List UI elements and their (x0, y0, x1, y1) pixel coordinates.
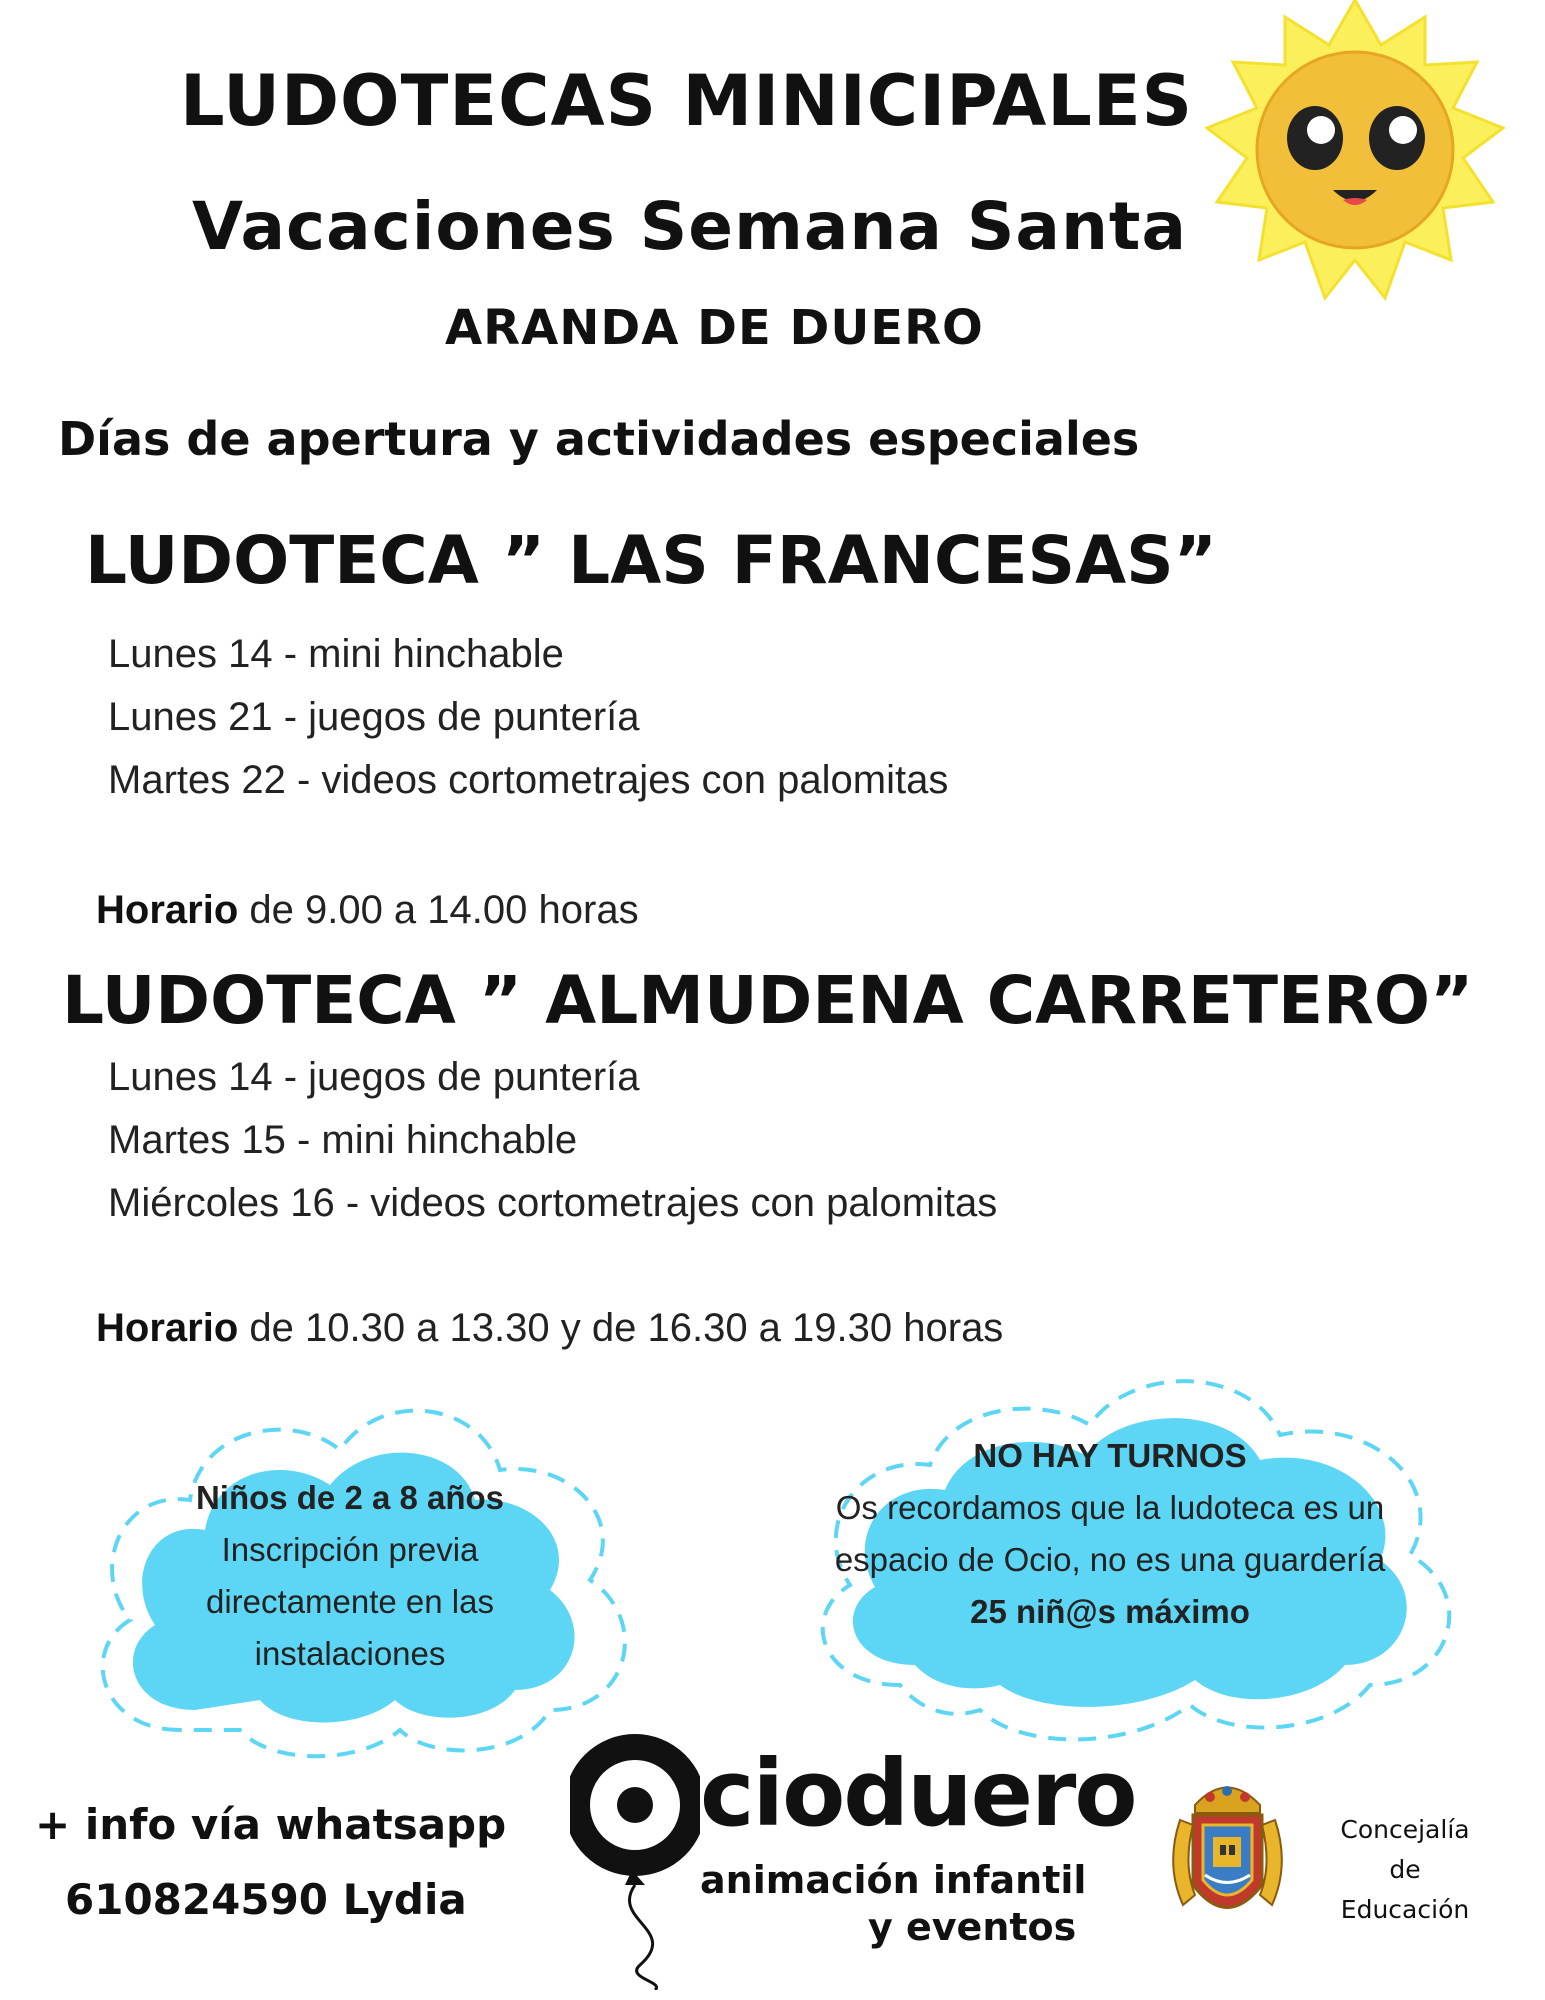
inscription-line: Inscripción previa (221, 1531, 479, 1568)
council-line: Concejalía (1340, 1815, 1470, 1844)
inscription-line: directamente en las (206, 1583, 494, 1620)
contact-whatsapp-line: + info vía whatsapp (35, 1800, 507, 1849)
age-range: Niños de 2 a 8 años (195, 1479, 505, 1516)
activity-item: Martes 22 - videos cortometrajes con palomitas (108, 758, 949, 802)
logo-brand-text: cioduero (700, 1740, 1136, 1847)
inscription-line: instalaciones (254, 1635, 446, 1672)
balloon-o-icon (570, 1720, 700, 1990)
reminder-line: espacio de Ocio, no es una guardería (834, 1541, 1386, 1578)
page-subtitle: Vacaciones Semana Santa (192, 188, 1188, 265)
schedule-label: Horario (96, 888, 239, 932)
cloud-left-text (160, 1472, 540, 1680)
contact-phone-line: 610824590 Lydia (65, 1875, 467, 1924)
sun-icon (1205, 0, 1505, 305)
activity-item: Martes 15 - mini hinchable (108, 1118, 578, 1162)
schedule-almudena-carretero (96, 1306, 1003, 1351)
schedule-text: de 9.00 a 14.00 horas (238, 888, 639, 932)
logo-tagline-2: y eventos (868, 1905, 1077, 1949)
ludoteca-almudena-carretero-heading: LUDOTECA ” ALMUDENA CARRETERO” (62, 962, 1474, 1039)
activity-item: Miércoles 16 - videos cortometrajes con palomitas (108, 1181, 998, 1225)
cloud-right-text (800, 1430, 1420, 1638)
activity-item: Lunes 21 - juegos de puntería (108, 695, 640, 739)
max-capacity: 25 niñ@s máximo (970, 1593, 1250, 1630)
ludoteca-las-francesas-heading: LUDOTECA ” LAS FRANCESAS” (85, 522, 1218, 599)
section-heading: Días de apertura y actividades especiales (58, 412, 1140, 466)
council-line: Educación (1340, 1895, 1470, 1924)
no-turns-heading: NO HAY TURNOS (973, 1437, 1247, 1474)
schedule-las-francesas (96, 888, 639, 933)
city-name: ARANDA DE DUERO (445, 300, 984, 356)
activity-item: Lunes 14 - juegos de puntería (108, 1055, 640, 1099)
page-title: LUDOTECAS MINICIPALES (180, 60, 1194, 142)
reminder-line: Os recordamos que la ludoteca es un (835, 1489, 1385, 1526)
council-text (1310, 1810, 1500, 1930)
schedule-text: de 10.30 a 13.30 y de 16.30 a 19.30 horas (238, 1306, 1004, 1350)
logo-tagline-1: animación infantil (700, 1858, 1087, 1902)
schedule-label: Horario (96, 1306, 239, 1350)
council-line: de (1389, 1855, 1421, 1884)
coat-of-arms-icon (1165, 1775, 1290, 1940)
activity-item: Lunes 14 - mini hinchable (108, 632, 564, 676)
